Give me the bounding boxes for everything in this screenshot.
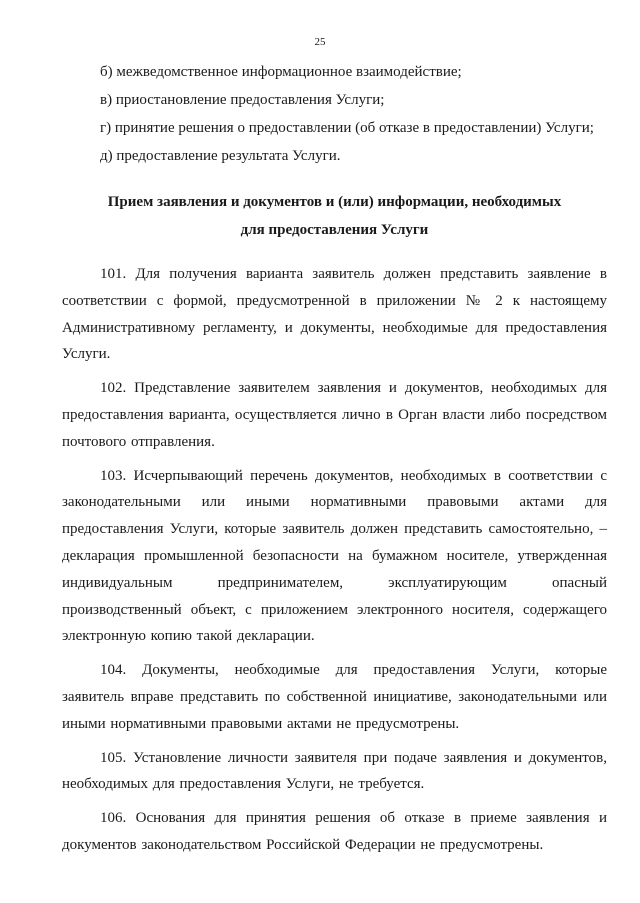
document-body: [62, 261, 607, 866]
paragraph-101: 101. Для получения варианта заявитель должен представить заявление в соответствии с формой, предусмотренной в приложении № 2 к настоящему Административному регламенту, и документы, необходимые для предоставления Услуги.: [62, 266, 607, 363]
paragraph-104: 104. Документы, необходимые для предоставления Услуги, которые заявитель вправе представить по собственной инициативе, законодательными или иными нормативными правовыми актами не предусмотрены.: [62, 662, 607, 732]
paragraph-103: 103. Исчерпывающий перечень документов, необходимых в соответствии с законодательными или иными нормативными правовыми актами для предоставления Услуги, которые заявитель должен представить самостоятельно, – декларация промышленной безопасности на бумажном носителе, утвержденная индивидуальным предпринимателем, эксплуатирующим опасный производственный объект, с приложением электронного носителя, содержащего электронную копию такой декларации.: [62, 467, 607, 645]
section-heading: [62, 188, 607, 244]
list-item: б) межведомственное информационное взаимодействие;: [100, 64, 462, 80]
section-heading-line-2: для предоставления Услуги: [240, 222, 429, 238]
section-heading-line-1: Прием заявления и документов и (или) информации, необходимых: [107, 194, 562, 210]
list-item: д) предоставление результата Услуги.: [100, 148, 341, 164]
list-item: г) принятие решения о предоставлении (об отказе в предоставлении) Услуги;: [100, 120, 594, 136]
paragraph-105: 105. Установление личности заявителя при подаче заявления и документов, необходимых для предоставления Услуги, не требуется.: [62, 749, 607, 793]
paragraph-102: 102. Представление заявителем заявления и документов, необходимых для предоставления варианта, осуществляется лично в Орган власти либо посредством почтового отправления.: [62, 380, 607, 450]
list-item: в) приостановление предоставления Услуги;: [100, 92, 385, 108]
paragraph-106: 106. Основания для принятия решения об отказе в приеме заявления и документов законодательством Российской Федерации не предусмотрены.: [62, 810, 607, 853]
page-number: 25: [314, 36, 326, 48]
stage-list: [62, 58, 617, 170]
